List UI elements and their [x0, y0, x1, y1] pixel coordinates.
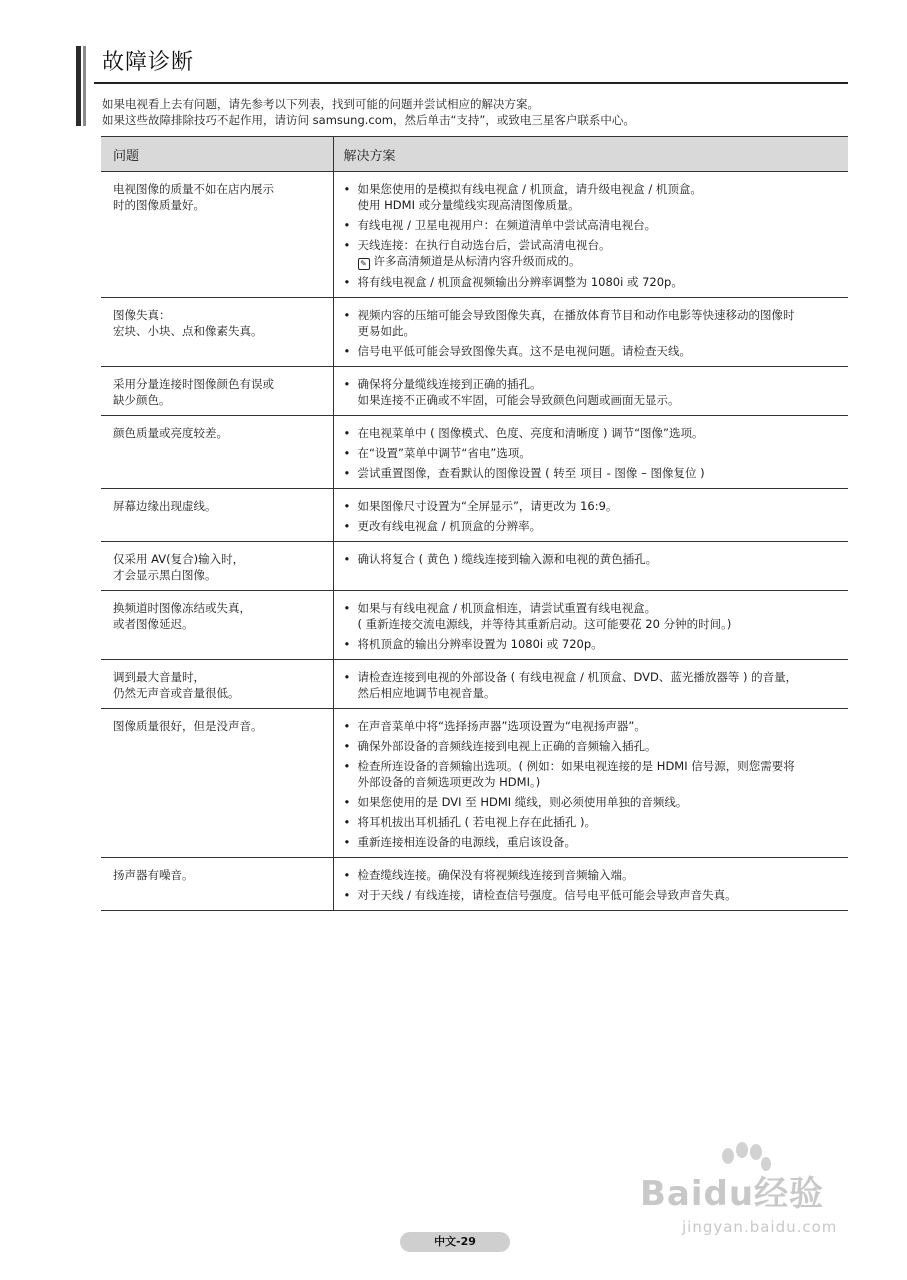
table-body [101, 172, 848, 911]
problem-cell [101, 591, 333, 660]
problem-cell [101, 542, 333, 591]
table-header-row [101, 137, 848, 172]
solution-text: 然后相应地调节电视音量。 [357, 686, 496, 700]
solution-text: ( 重新连接交流电源线，并等待其重新启动。这可能要花 20 分钟的时间。) [357, 617, 732, 631]
bullet-icon: • [343, 552, 351, 566]
problem-cell [101, 660, 333, 709]
bullet-icon: • [343, 739, 351, 753]
solution-text: 在“设置”菜单中调节“省电”选项。 [357, 446, 531, 460]
bullet-icon: • [343, 275, 351, 289]
bullet-icon: • [343, 446, 351, 460]
bullet-icon: • [343, 238, 351, 252]
solution-text: 确认将复合 ( 黄色 ) 缆线连接到输入源和电视的黄色插孔。 [357, 552, 658, 566]
solution-item [342, 376, 841, 408]
solution-cell [333, 172, 848, 298]
solution-list [342, 718, 841, 850]
note-text: 许多高清频道是从标清内容升级而成的。 [373, 254, 581, 268]
bullet-icon: • [343, 759, 351, 773]
solution-item [342, 718, 841, 734]
solution-item [342, 445, 841, 461]
problem-text: 图像质量很好，但是没声音。 [113, 719, 263, 733]
note-icon: ✎ [358, 258, 370, 270]
problem-text: 才会显示黑白图像。 [113, 568, 217, 582]
solution-text: 如果与有线电视盒 / 机顶盒相连，请尝试重置有线电视盒。 [357, 601, 657, 615]
table-row [101, 660, 848, 709]
solution-list [342, 498, 841, 534]
solution-list [342, 425, 841, 481]
solution-text: 如果连接不正确或不牢固，可能会导致颜色问题或画面无显示。 [357, 393, 680, 407]
solution-text: 更改有线电视盒 / 机顶盒的分辨率。 [357, 519, 542, 533]
watermark-brand: Baidu经验 [640, 1174, 825, 1214]
watermark-url: jingyan.baidu.com [682, 1218, 838, 1236]
solution-text: 如果您使用的是 DVI 至 HDMI 缆线，则必须使用单独的音频线。 [357, 795, 688, 809]
solution-list [342, 181, 841, 290]
solution-item [342, 669, 841, 701]
solution-cell [333, 660, 848, 709]
solution-item [342, 794, 841, 810]
solution-item [342, 600, 841, 632]
table-row [101, 367, 848, 416]
bullet-icon: • [343, 601, 351, 615]
bullet-icon: • [343, 719, 351, 733]
solution-cell [333, 367, 848, 416]
table-row [101, 542, 848, 591]
solution-text: 外部设备的音频选项更改为 HDMI。) [357, 775, 541, 789]
problem-text: 仍然无声音或音量很低。 [113, 686, 240, 700]
problem-text: 扬声器有噪音。 [113, 868, 194, 882]
bullet-icon: • [343, 868, 351, 882]
problem-text: 图像失真： [113, 308, 171, 322]
problem-text: 电视图像的质量不如在店内展示 [113, 182, 274, 196]
problem-text: 颜色质量或亮度较差。 [113, 426, 228, 440]
title-accent-bar-dark [76, 46, 81, 126]
solution-item [342, 814, 841, 830]
solution-cell [333, 416, 848, 489]
table-row [101, 709, 848, 858]
problem-cell [101, 709, 333, 858]
intro-line: 如果电视看上去有问题，请先参考以下列表，找到可能的问题并尝试相应的解决方案。 [102, 97, 539, 111]
table-row [101, 591, 848, 660]
page-number-badge: 中文-29 [400, 1232, 510, 1252]
solution-item [342, 758, 841, 790]
solution-item [342, 274, 841, 290]
problem-cell [101, 367, 333, 416]
solution-text: 如果您使用的是模拟有线电视盒 / 机顶盒，请升级电视盒 / 机顶盒。 [357, 182, 702, 196]
solution-list [342, 600, 841, 652]
solution-item [342, 518, 841, 534]
solution-text: 请检查连接到电视的外部设备 ( 有线电视盒 / 机顶盒、DVD、蓝光播放器等 ) 的音量， [357, 670, 798, 684]
solution-text: 将有线电视盒 / 机顶盒视频输出分辨率调整为 1080i 或 720p。 [357, 275, 683, 289]
bullet-icon: • [343, 218, 351, 232]
header-solution: 解决方案 [333, 137, 848, 172]
solution-item [342, 551, 841, 567]
bullet-icon: • [343, 182, 351, 196]
bullet-icon: • [343, 815, 351, 829]
solution-list [342, 669, 841, 701]
solution-text: 检查缆线连接。确保没有将视频线连接到音频输入端。 [357, 868, 634, 882]
solution-text: 重新连接相连设备的电源线，重启该设备。 [357, 835, 576, 849]
solution-cell [333, 591, 848, 660]
solution-text: 天线连接：在执行自动选台后，尝试高清电视台。 [357, 238, 611, 252]
solution-list [342, 307, 841, 359]
problem-text: 或者图像延迟。 [113, 617, 194, 631]
solution-list [342, 867, 841, 903]
problem-cell [101, 858, 333, 911]
solution-item [342, 237, 841, 270]
solution-text: 更易如此。 [357, 324, 415, 338]
solution-text: 将耳机拔出耳机插孔 ( 若电视上存在此插孔 )。 [357, 815, 596, 829]
bullet-icon: • [343, 377, 351, 391]
solution-text: 视频内容的压缩可能会导致图像失真，在播放体育节目和动作电影等快速移动的图像时 [357, 308, 795, 322]
page-title: 故障诊断 [102, 50, 195, 75]
solution-item [342, 867, 841, 883]
solution-text: 确保将分量缆线连接到正确的插孔。 [357, 377, 542, 391]
solution-cell [333, 489, 848, 542]
solution-text: 使用 HDMI 或分量缆线实现高清图像质量。 [357, 198, 580, 212]
bullet-icon: • [343, 835, 351, 849]
solution-text: 将机顶盒的输出分辨率设置为 1080i 或 720p。 [357, 637, 603, 651]
solution-item [342, 307, 841, 339]
bullet-icon: • [343, 499, 351, 513]
title-accent-bar-light [83, 46, 86, 126]
header-problem: 问题 [101, 137, 333, 172]
problem-text: 换频道时图像冻结或失真， [113, 601, 251, 615]
problem-text: 屏幕边缘出现虚线。 [113, 499, 217, 513]
baidu-watermark [640, 1142, 870, 1242]
solution-text: 检查所连设备的音频输出选项。( 例如：如果电视连接的是 HDMI 信号源，则您需要将 [357, 759, 795, 773]
solution-list [342, 551, 841, 567]
solution-text: 在电视菜单中 ( 图像模式、色度、亮度和清晰度 ) 调节“图像”选项。 [357, 426, 704, 440]
solution-item [342, 343, 841, 359]
solution-item [342, 887, 841, 903]
solution-cell [333, 858, 848, 911]
bullet-icon: • [343, 670, 351, 684]
problem-cell [101, 172, 333, 298]
solution-cell [333, 542, 848, 591]
table-row [101, 416, 848, 489]
bullet-icon: • [343, 637, 351, 651]
problem-cell [101, 416, 333, 489]
solution-item [342, 217, 841, 233]
problem-text: 调到最大音量时， [113, 670, 205, 684]
solution-item [342, 498, 841, 514]
problem-cell [101, 298, 333, 367]
problem-text: 宏块、小块、点和像素失真。 [113, 324, 263, 338]
solution-text: 如果图像尺寸设置为“全屏显示”，请更改为 16:9。 [357, 499, 618, 513]
solution-text: 对于天线 / 有线连接，请检查信号强度。信号电平低可能会导致声音失真。 [357, 888, 737, 902]
problem-text: 采用分量连接时图像颜色有误或 [113, 377, 274, 391]
problem-cell [101, 489, 333, 542]
bullet-icon: • [343, 888, 351, 902]
intro-line: 如果这些故障排除技巧不起作用，请访问 samsung.com，然后单击“支持”，或致电三星客户联系中心。 [102, 113, 635, 127]
bullet-icon: • [343, 519, 351, 533]
solution-note [358, 253, 841, 270]
table-row [101, 298, 848, 367]
problem-text: 时的图像质量好。 [113, 198, 205, 212]
problem-text: 缺少颜色。 [113, 393, 171, 407]
bullet-icon: • [343, 426, 351, 440]
bullet-icon: • [343, 308, 351, 322]
solution-item [342, 834, 841, 850]
solution-list [342, 376, 841, 408]
solution-item [342, 181, 841, 213]
table-row [101, 489, 848, 542]
solution-item [342, 738, 841, 754]
title-divider [94, 82, 848, 84]
bullet-icon: • [343, 795, 351, 809]
title-accent-bars [76, 46, 86, 126]
solution-text: 在声音菜单中将“选择扬声器”选项设置为“电视扬声器”。 [357, 719, 646, 733]
solution-item [342, 465, 841, 481]
solution-item [342, 636, 841, 652]
table-row [101, 172, 848, 298]
problem-text: 仅采用 AV(复合)输入时， [113, 552, 245, 566]
solution-text: 确保外部设备的音频线连接到电视上正确的音频输入插孔。 [357, 739, 657, 753]
bullet-icon: • [343, 344, 351, 358]
solution-text: 有线电视 / 卫星电视用户：在频道清单中尝试高清电视台。 [357, 218, 657, 232]
bullet-icon: • [343, 466, 351, 480]
intro-text [102, 96, 635, 128]
table-row [101, 858, 848, 911]
solution-cell [333, 298, 848, 367]
troubleshooting-table [101, 136, 848, 911]
solution-item [342, 425, 841, 441]
solution-text: 尝试重置图像，查看默认的图像设置 ( 转至 项目 - 图像 – 图像复位 ) [357, 466, 705, 480]
solution-text: 信号电平低可能会导致图像失真。这不是电视问题。请检查天线。 [357, 344, 691, 358]
solution-cell [333, 709, 848, 858]
